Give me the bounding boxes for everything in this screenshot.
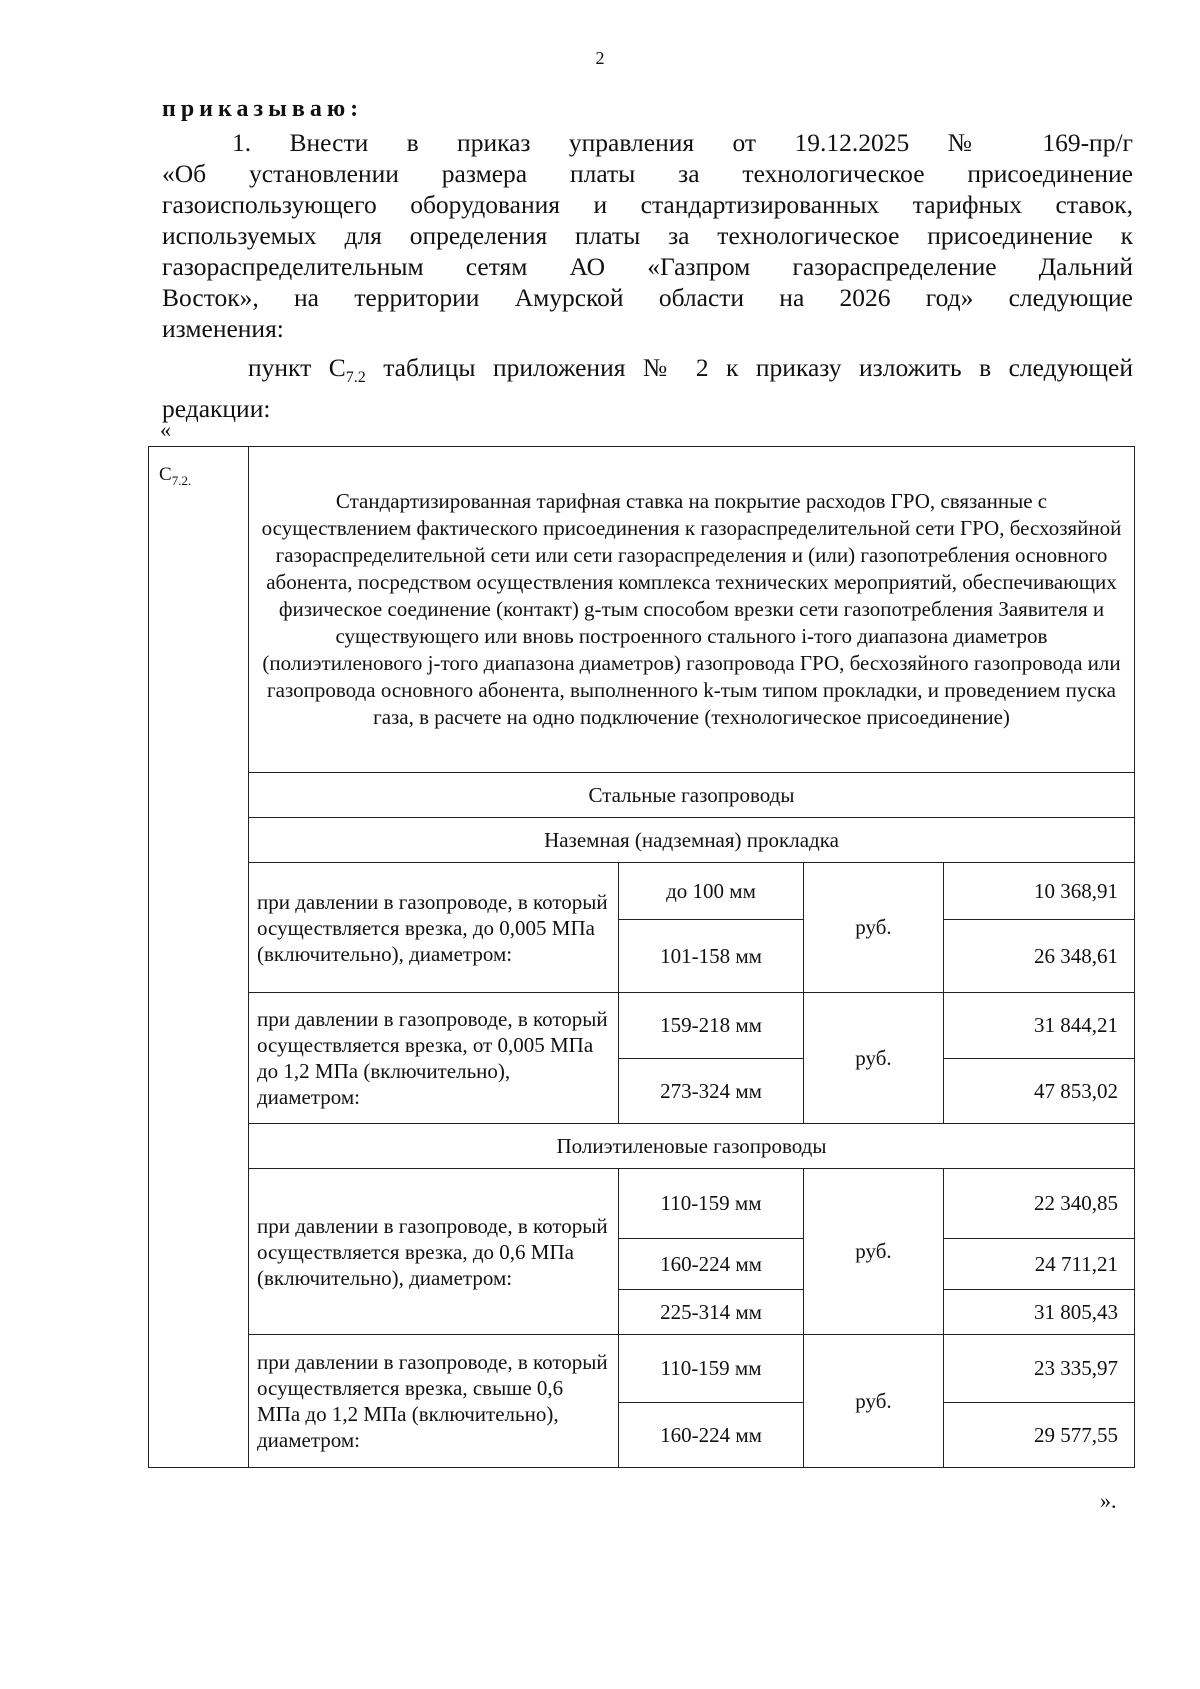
- tariff-value: 29 577,55: [944, 1403, 1135, 1468]
- tariff-value: 31 805,43: [944, 1290, 1135, 1335]
- item-1-line: изменения:: [162, 314, 284, 343]
- tariff-value: 31 844,21: [944, 993, 1135, 1059]
- diameter-range: 159-218 мм: [619, 993, 804, 1059]
- item-1-line: газораспределительным сетям АО «Газпром газораспределение Дальний: [162, 252, 1133, 281]
- diameter-range: до 100 мм: [619, 863, 804, 920]
- tariff-description: Стандартизированная тарифная ставка на покрытие расходов ГРО, связанные с осуществлением фактического присоединения к газораспределительной сети ГРО, бесхозяйной газораспределительной сети или сети газораспределения и (или) газопотребления основного абонента, посредством осуществления комплекса технических мероприятий, обеспечивающих физическое соединение (контакт) g-тым способом врезки сети газопотребления Заявителя и существующего или вновь построенного стального i-того диапазона диаметров (полиэтиленового j-того диапазона диаметров) газопровода ГРО, бесхозяйного газопровода или газопровода основного абонента, выполненного k-тым типом прокладки, и проведением пуска газа, в расчете на одно подключение (технологическое присоединение): [249, 447, 1135, 773]
- table-row: [149, 1124, 1135, 1169]
- diameter-range: 160-224 мм: [619, 1239, 804, 1290]
- table-row: [149, 993, 1135, 1059]
- item-1-line: используемых для определения платы за технологическое присоединение к: [162, 221, 1133, 250]
- page-number: 2: [595, 48, 605, 68]
- diameter-range: 110-159 мм: [619, 1335, 804, 1403]
- table-row: [149, 447, 1135, 773]
- diameter-range: 225-314 мм: [619, 1290, 804, 1335]
- closing-quote: ».: [1100, 1488, 1117, 1513]
- item-2-subscript: 7.2: [345, 369, 366, 387]
- item-1-line: Восток», на территории Амурской области на 2026 год» следующие: [162, 283, 1133, 312]
- tariff-value: 26 348,61: [944, 920, 1135, 993]
- table-row: [149, 863, 1135, 920]
- unit-label: руб.: [804, 993, 944, 1124]
- section-steel: Стальные газопроводы: [249, 773, 1135, 818]
- section-above-ground: Наземная (надземная) прокладка: [249, 818, 1135, 863]
- item-2-line: [162, 352, 1133, 393]
- item-2-text-post: таблицы приложения № 2 к приказу изложить в следующей: [365, 353, 1134, 382]
- pressure-condition: при давлении в газопроводе, в который осуществляется врезка, до 0,6 МПа (включительно), диаметром:: [249, 1169, 619, 1335]
- diameter-range: 110-159 мм: [619, 1169, 804, 1239]
- item-1-line: 1. Внести в приказ управления от 19.12.2025 № 169-пр/г: [232, 128, 1133, 157]
- item-code-main: C: [159, 464, 172, 485]
- tariff-value: 47 853,02: [944, 1059, 1135, 1124]
- tariff-value: 24 711,21: [944, 1239, 1135, 1290]
- tariff-table: [148, 446, 1135, 1468]
- item-1-line: газоиспользующего оборудования и стандартизированных тарифных ставок,: [162, 190, 1133, 219]
- item-2-text-pre: пункт С: [248, 353, 346, 382]
- section-poly: Полиэтиленовые газопроводы: [249, 1124, 1135, 1169]
- item-2-line: редакции:: [162, 394, 271, 424]
- table-row: [149, 1335, 1135, 1403]
- pressure-condition: при давлении в газопроводе, в который осуществляется врезка, свыше 0,6 МПа до 1,2 МПа (включительно), диаметром:: [249, 1335, 619, 1468]
- unit-label: руб.: [804, 863, 944, 993]
- item-2-paragraph: [162, 352, 1133, 424]
- diameter-range: 101-158 мм: [619, 920, 804, 993]
- unit-label: руб.: [804, 1335, 944, 1468]
- table-row: [149, 773, 1135, 818]
- item-code-sub: 7.2.: [171, 472, 192, 488]
- pressure-condition: при давлении в газопроводе, в который осуществляется врезка, от 0,005 МПа до 1,2 МПа (включительно), диаметром:: [249, 993, 619, 1124]
- order-heading: приказываю:: [162, 96, 364, 122]
- table-row: [149, 1169, 1135, 1239]
- tariff-value: 10 368,91: [944, 863, 1135, 920]
- tariff-value: 23 335,97: [944, 1335, 1135, 1403]
- diameter-range: 273-324 мм: [619, 1059, 804, 1124]
- table-row: [149, 818, 1135, 863]
- opening-quote: «: [160, 417, 171, 442]
- pressure-condition: при давлении в газопроводе, в который осуществляется врезка, до 0,005 МПа (включительно), диаметром:: [249, 863, 619, 993]
- diameter-range: 160-224 мм: [619, 1403, 804, 1468]
- item-1-line: «Об установлении размера платы за технологическое присоединение: [162, 159, 1133, 188]
- item-code: [149, 447, 249, 1468]
- tariff-value: 22 340,85: [944, 1169, 1135, 1239]
- unit-label: руб.: [804, 1169, 944, 1335]
- item-1-paragraph: [162, 127, 1133, 344]
